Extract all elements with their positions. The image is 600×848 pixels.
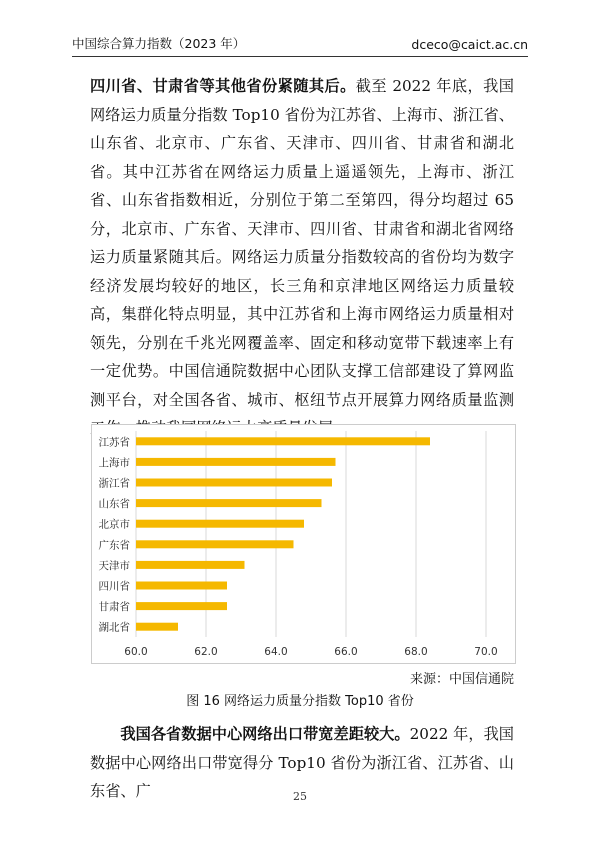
bar (136, 437, 430, 445)
bar (136, 623, 178, 631)
bar (136, 520, 304, 528)
category-label: 甘肃省 (98, 601, 130, 614)
x-tick-label: 64.0 (264, 646, 288, 658)
bar (136, 582, 227, 590)
category-label: 天津市 (98, 559, 130, 572)
x-tick-label: 68.0 (404, 646, 428, 658)
bar (136, 602, 227, 610)
chart-source: 来源：中国信通院 (409, 672, 514, 687)
bar-chart-svg (92, 425, 515, 663)
category-label: 上海市 (98, 456, 130, 469)
category-label: 北京市 (98, 518, 130, 531)
category-label: 四川省 (98, 580, 130, 593)
bar-chart (91, 424, 516, 664)
paragraph-1 (90, 72, 514, 443)
bar (136, 540, 294, 548)
category-label: 江苏省 (98, 436, 130, 449)
x-tick-label: 60.0 (124, 646, 148, 658)
paragraph-1-lead: 四川省、甘肃省等其他省份紧随其后。 (90, 77, 356, 95)
header-email: dceco@caict.ac.cn (411, 37, 528, 52)
page-number: 25 (293, 790, 307, 803)
category-label: 浙江省 (98, 477, 130, 490)
bar (136, 561, 245, 569)
category-label: 湖北省 (98, 621, 130, 634)
paragraph-1-body: 截至 2022 年底，我国网络运力质量分指数 Top10 省份为江苏省、上海市、浙江省、山东省、北京市、广东省、天津市、四川省、甘肃省和湖北省。其中江苏省在网络运力质量上遥遥领先，上海市、浙江省、山东省指数相近，分别位于第二至第四，得分均超过 65 分，北京市、广东省、天津市、四川省、甘肃省和湖北省网络运力质量紧随其后。网络运力质量分指数较高的省份均为数字经济发展均较好的地区，长三角和京津地区网络运力质量较高，集群化特点明显，其中江苏省和上海市网络运力质量相对领先，分别在千兆光网覆盖率、固定和移动宽带下载速率上有一定优势。中国信通院数据中心团队支撑工信部建设了算网监测平台，对全国各省、城市、枢纽节点开展算力网络质量监测 (90, 77, 514, 409)
figure-caption: 图 16 网络运力质量分指数 Top10 省份 (186, 694, 414, 709)
x-tick-label: 66.0 (334, 646, 358, 658)
page-header (72, 34, 528, 57)
bar (136, 458, 336, 466)
bar (136, 499, 322, 507)
header-title: 中国综合算力指数（2023 年） (72, 36, 246, 51)
bar (136, 479, 332, 487)
paragraph-2-body: 2022 年，我国数据中心网络出口带宽得分 Top10 省份为浙江省、江苏省、山东省、广 (90, 725, 514, 800)
category-label: 广东省 (98, 539, 130, 552)
paragraph-2-lead: 我国各省数据中心网络出口带宽差距较大。 (120, 725, 410, 743)
category-label: 山东省 (98, 498, 130, 511)
x-tick-label: 62.0 (194, 646, 218, 658)
x-tick-label: 70.0 (474, 646, 498, 658)
